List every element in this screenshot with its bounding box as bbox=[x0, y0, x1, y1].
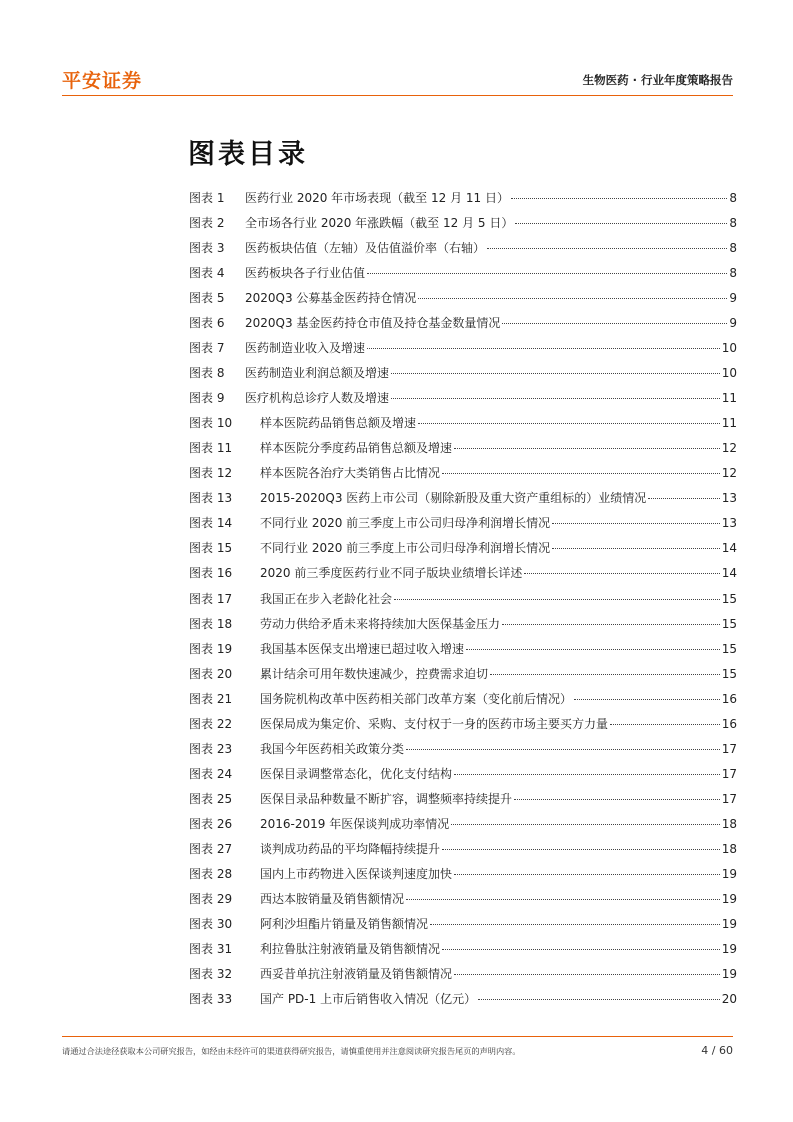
toc-page-number: 8 bbox=[729, 266, 737, 281]
toc-entry[interactable] bbox=[189, 489, 737, 514]
toc-page-number: 15 bbox=[721, 641, 737, 656]
toc-leader-dots bbox=[502, 624, 720, 625]
toc-figure-title: 我国今年医药相关政策分类 bbox=[260, 741, 405, 756]
table-of-figures bbox=[189, 189, 737, 1015]
toc-page-number: 15 bbox=[721, 616, 737, 631]
toc-figure-title: 样本医院药品销售总额及增速 bbox=[260, 416, 417, 431]
toc-page-number: 9 bbox=[729, 291, 737, 306]
toc-page-number: 8 bbox=[729, 216, 737, 231]
toc-page-number: 19 bbox=[721, 941, 737, 956]
toc-leader-dots bbox=[391, 398, 720, 399]
toc-entry[interactable] bbox=[189, 690, 737, 715]
toc-page-number: 12 bbox=[721, 441, 737, 456]
toc-entry[interactable] bbox=[189, 790, 737, 815]
toc-page-number: 17 bbox=[721, 791, 737, 806]
toc-figure-title: 我国正在步入老龄化社会 bbox=[260, 591, 393, 606]
toc-figure-number: 图表 9 bbox=[189, 391, 225, 406]
toc-entry[interactable] bbox=[189, 239, 737, 264]
toc-figure-title: 医保局成为集定价、采购、支付权于一身的医药市场主要买方力量 bbox=[260, 716, 609, 731]
toc-entry[interactable] bbox=[189, 740, 737, 765]
toc-entry[interactable] bbox=[189, 539, 737, 564]
toc-leader-dots bbox=[442, 949, 720, 950]
page-header bbox=[62, 62, 733, 96]
toc-entry[interactable] bbox=[189, 214, 737, 239]
toc-figure-number: 图表 31 bbox=[189, 941, 233, 956]
toc-entry[interactable] bbox=[189, 990, 737, 1015]
toc-figure-title: 医药制造业收入及增速 bbox=[245, 341, 366, 356]
toc-entry[interactable] bbox=[189, 564, 737, 589]
toc-entry[interactable] bbox=[189, 364, 737, 389]
toc-figure-title: 我国基本医保支出增速已超过收入增速 bbox=[260, 641, 465, 656]
toc-page-number: 19 bbox=[721, 966, 737, 981]
toc-leader-dots bbox=[367, 348, 720, 349]
toc-entry[interactable] bbox=[189, 815, 737, 840]
toc-page-number: 11 bbox=[721, 416, 737, 431]
toc-figure-title: 阿利沙坦酯片销量及销售额情况 bbox=[260, 916, 429, 931]
toc-figure-title: 医保目录调整常态化，优化支付结构 bbox=[260, 766, 453, 781]
toc-leader-dots bbox=[515, 223, 727, 224]
toc-figure-title: 全市场各行业 2020 年涨跌幅（截至 12 月 5 日） bbox=[245, 216, 514, 231]
page-footer bbox=[62, 1036, 733, 1066]
toc-figure-number: 图表 17 bbox=[189, 591, 233, 606]
toc-leader-dots bbox=[442, 473, 720, 474]
toc-page-number: 14 bbox=[721, 566, 737, 581]
header-divider bbox=[62, 95, 733, 96]
toc-page-number: 8 bbox=[729, 191, 737, 205]
toc-entry[interactable] bbox=[189, 865, 737, 890]
toc-figure-number: 图表 1 bbox=[189, 191, 225, 205]
toc-figure-number: 图表 12 bbox=[189, 466, 233, 481]
toc-figure-number: 图表 33 bbox=[189, 992, 233, 1006]
toc-figure-title: 医疗机构总诊疗人数及增速 bbox=[245, 391, 390, 406]
toc-leader-dots bbox=[406, 749, 720, 750]
toc-page-number: 16 bbox=[721, 716, 737, 731]
toc-entry[interactable] bbox=[189, 514, 737, 539]
toc-figure-title: 医药板块估值（左轴）及估值溢价率（右轴） bbox=[245, 241, 486, 256]
toc-page-number: 15 bbox=[721, 666, 737, 681]
toc-page-number: 15 bbox=[721, 591, 737, 606]
toc-leader-dots bbox=[391, 373, 720, 374]
toc-figure-title: 国产 PD-1 上市后销售收入情况（亿元） bbox=[260, 992, 477, 1006]
toc-entry[interactable] bbox=[189, 439, 737, 464]
toc-entry[interactable] bbox=[189, 590, 737, 615]
toc-figure-title: 西达本胺销量及销售额情况 bbox=[260, 891, 405, 906]
toc-entry[interactable] bbox=[189, 840, 737, 865]
toc-leader-dots bbox=[648, 498, 719, 499]
toc-page-number: 13 bbox=[721, 516, 737, 531]
toc-page-number: 10 bbox=[721, 341, 737, 356]
toc-page-number: 20 bbox=[721, 992, 737, 1006]
toc-figure-number: 图表 14 bbox=[189, 516, 233, 531]
toc-leader-dots bbox=[478, 999, 720, 1000]
toc-figure-number: 图表 13 bbox=[189, 491, 233, 506]
toc-entry[interactable] bbox=[189, 915, 737, 940]
toc-page-number: 12 bbox=[721, 466, 737, 481]
toc-figure-title: 医药制造业利润总额及增速 bbox=[245, 366, 390, 381]
toc-figure-number: 图表 10 bbox=[189, 416, 233, 431]
toc-page-number: 9 bbox=[729, 316, 737, 331]
toc-page-number: 17 bbox=[721, 766, 737, 781]
toc-leader-dots bbox=[454, 774, 720, 775]
toc-figure-title: 国内上市药物进入医保谈判速度加快 bbox=[260, 866, 453, 881]
toc-page-number: 19 bbox=[721, 891, 737, 906]
toc-page-number: 8 bbox=[729, 241, 737, 256]
toc-figure-number: 图表 3 bbox=[189, 241, 225, 256]
toc-figure-number: 图表 7 bbox=[189, 341, 225, 356]
toc-entry[interactable] bbox=[189, 965, 737, 990]
toc-leader-dots bbox=[524, 573, 719, 574]
toc-page-number: 10 bbox=[721, 366, 737, 381]
toc-figure-number: 图表 21 bbox=[189, 691, 233, 706]
toc-figure-number: 图表 25 bbox=[189, 791, 233, 806]
toc-entry[interactable] bbox=[189, 615, 737, 640]
toc-leader-dots bbox=[552, 548, 720, 549]
toc-leader-dots bbox=[442, 849, 720, 850]
toc-figure-number: 图表 26 bbox=[189, 816, 233, 831]
toc-figure-number: 图表 29 bbox=[189, 891, 233, 906]
toc-figure-number: 图表 6 bbox=[189, 316, 225, 331]
toc-figure-title: 不同行业 2020 前三季度上市公司归母净利润增长情况 bbox=[260, 541, 551, 556]
toc-leader-dots bbox=[487, 248, 727, 249]
toc-leader-dots bbox=[394, 599, 720, 600]
toc-figure-number: 图表 8 bbox=[189, 366, 225, 381]
toc-leader-dots bbox=[502, 323, 727, 324]
toc-page-number: 18 bbox=[721, 816, 737, 831]
toc-entry[interactable] bbox=[189, 665, 737, 690]
toc-figure-number: 图表 30 bbox=[189, 916, 233, 931]
toc-leader-dots bbox=[418, 298, 727, 299]
toc-entry[interactable] bbox=[189, 464, 737, 489]
toc-page-number: 17 bbox=[721, 741, 737, 756]
toc-page-number: 18 bbox=[721, 841, 737, 856]
toc-figure-title: 2015-2020Q3 医药上市公司（剔除新股及重大资产重组标的）业绩情况 bbox=[260, 491, 647, 506]
toc-entry[interactable] bbox=[189, 289, 737, 314]
toc-figure-title: 医药行业 2020 年市场表现（截至 12 月 11 日） bbox=[245, 191, 509, 205]
toc-leader-dots bbox=[454, 448, 720, 449]
toc-figure-number: 图表 16 bbox=[189, 566, 233, 581]
toc-figure-title: 2020Q3 公募基金医药持仓情况 bbox=[245, 291, 417, 306]
toc-entry[interactable] bbox=[189, 414, 737, 439]
toc-page-number: 11 bbox=[721, 391, 737, 406]
toc-figure-title: 2016-2019 年医保谈判成功率情况 bbox=[260, 816, 450, 831]
footer-divider bbox=[62, 1036, 733, 1037]
toc-page-number: 14 bbox=[721, 541, 737, 556]
toc-figure-number: 图表 28 bbox=[189, 866, 233, 881]
toc-entry[interactable] bbox=[189, 389, 737, 414]
toc-figure-number: 图表 11 bbox=[189, 441, 233, 456]
toc-entry[interactable] bbox=[189, 339, 737, 364]
toc-leader-dots bbox=[514, 799, 720, 800]
report-title: 生物医药 · 行业年度策略报告 bbox=[582, 73, 733, 87]
toc-figure-title: 国务院机构改革中医药相关部门改革方案（变化前后情况） bbox=[260, 691, 573, 706]
toc-figure-number: 图表 24 bbox=[189, 766, 233, 781]
toc-leader-dots bbox=[466, 649, 720, 650]
toc-figure-number: 图表 20 bbox=[189, 666, 233, 681]
toc-entry[interactable] bbox=[189, 890, 737, 915]
toc-figure-title: 医药板块各子行业估值 bbox=[245, 266, 366, 281]
toc-leader-dots bbox=[552, 523, 720, 524]
toc-leader-dots bbox=[418, 423, 720, 424]
toc-page-number: 16 bbox=[721, 691, 737, 706]
toc-figure-title: 样本医院分季度药品销售总额及增速 bbox=[260, 441, 453, 456]
toc-leader-dots bbox=[610, 724, 720, 725]
toc-leader-dots bbox=[454, 874, 720, 875]
disclaimer-note: 请通过合法途径获取本公司研究报告，如经由未经许可的渠道获得研究报告，请慎重使用并注意阅读研究报告尾页的声明内容。 bbox=[62, 1046, 521, 1056]
toc-figure-title: 2020 前三季度医药行业不同子版块业绩增长详述 bbox=[260, 566, 523, 581]
toc-leader-dots bbox=[430, 924, 720, 925]
toc-entry[interactable] bbox=[189, 189, 737, 214]
toc-figure-number: 图表 18 bbox=[189, 616, 233, 631]
toc-figure-title: 不同行业 2020 前三季度上市公司归母净利润增长情况 bbox=[260, 516, 551, 531]
toc-figure-title: 累计结余可用年数快速减少，控费需求迫切 bbox=[260, 666, 489, 681]
toc-entry[interactable] bbox=[189, 765, 737, 790]
toc-leader-dots bbox=[454, 974, 720, 975]
toc-figure-title: 2020Q3 基金医药持仓市值及持仓基金数量情况 bbox=[245, 316, 501, 331]
toc-figure-title: 谈判成功药品的平均降幅持续提升 bbox=[260, 841, 441, 856]
toc-figure-number: 图表 5 bbox=[189, 291, 225, 306]
toc-entry[interactable] bbox=[189, 715, 737, 740]
brand-logo: 平安证券 bbox=[62, 70, 143, 92]
toc-figure-title: 医保目录品种数量不断扩容，调整频率持续提升 bbox=[260, 791, 513, 806]
toc-leader-dots bbox=[451, 824, 719, 825]
page-title: 图表目录 bbox=[188, 139, 308, 170]
toc-figure-number: 图表 23 bbox=[189, 741, 233, 756]
toc-entry[interactable] bbox=[189, 264, 737, 289]
toc-leader-dots bbox=[490, 674, 720, 675]
toc-figure-number: 图表 22 bbox=[189, 716, 233, 731]
toc-leader-dots bbox=[511, 198, 727, 199]
toc-figure-title: 样本医院各治疗大类销售占比情况 bbox=[260, 466, 441, 481]
toc-leader-dots bbox=[406, 899, 720, 900]
toc-leader-dots bbox=[367, 273, 727, 274]
toc-figure-title: 西妥昔单抗注射液销量及销售额情况 bbox=[260, 966, 453, 981]
toc-entry[interactable] bbox=[189, 940, 737, 965]
toc-page-number: 19 bbox=[721, 866, 737, 881]
toc-figure-number: 图表 32 bbox=[189, 966, 233, 981]
toc-leader-dots bbox=[574, 699, 720, 700]
toc-page-number: 13 bbox=[721, 491, 737, 506]
toc-figure-number: 图表 4 bbox=[189, 266, 225, 281]
toc-figure-title: 劳动力供给矛盾未来将持续加大医保基金压力 bbox=[260, 616, 501, 631]
toc-figure-number: 图表 15 bbox=[189, 541, 233, 556]
toc-entry[interactable] bbox=[189, 314, 737, 339]
toc-figure-number: 图表 2 bbox=[189, 216, 225, 231]
toc-figure-number: 图表 19 bbox=[189, 641, 233, 656]
toc-page-number: 19 bbox=[721, 916, 737, 931]
toc-entry[interactable] bbox=[189, 640, 737, 665]
toc-figure-title: 利拉鲁肽注射液销量及销售额情况 bbox=[260, 941, 441, 956]
page-number: 4 / 60 bbox=[701, 1044, 733, 1057]
toc-figure-number: 图表 27 bbox=[189, 841, 233, 856]
